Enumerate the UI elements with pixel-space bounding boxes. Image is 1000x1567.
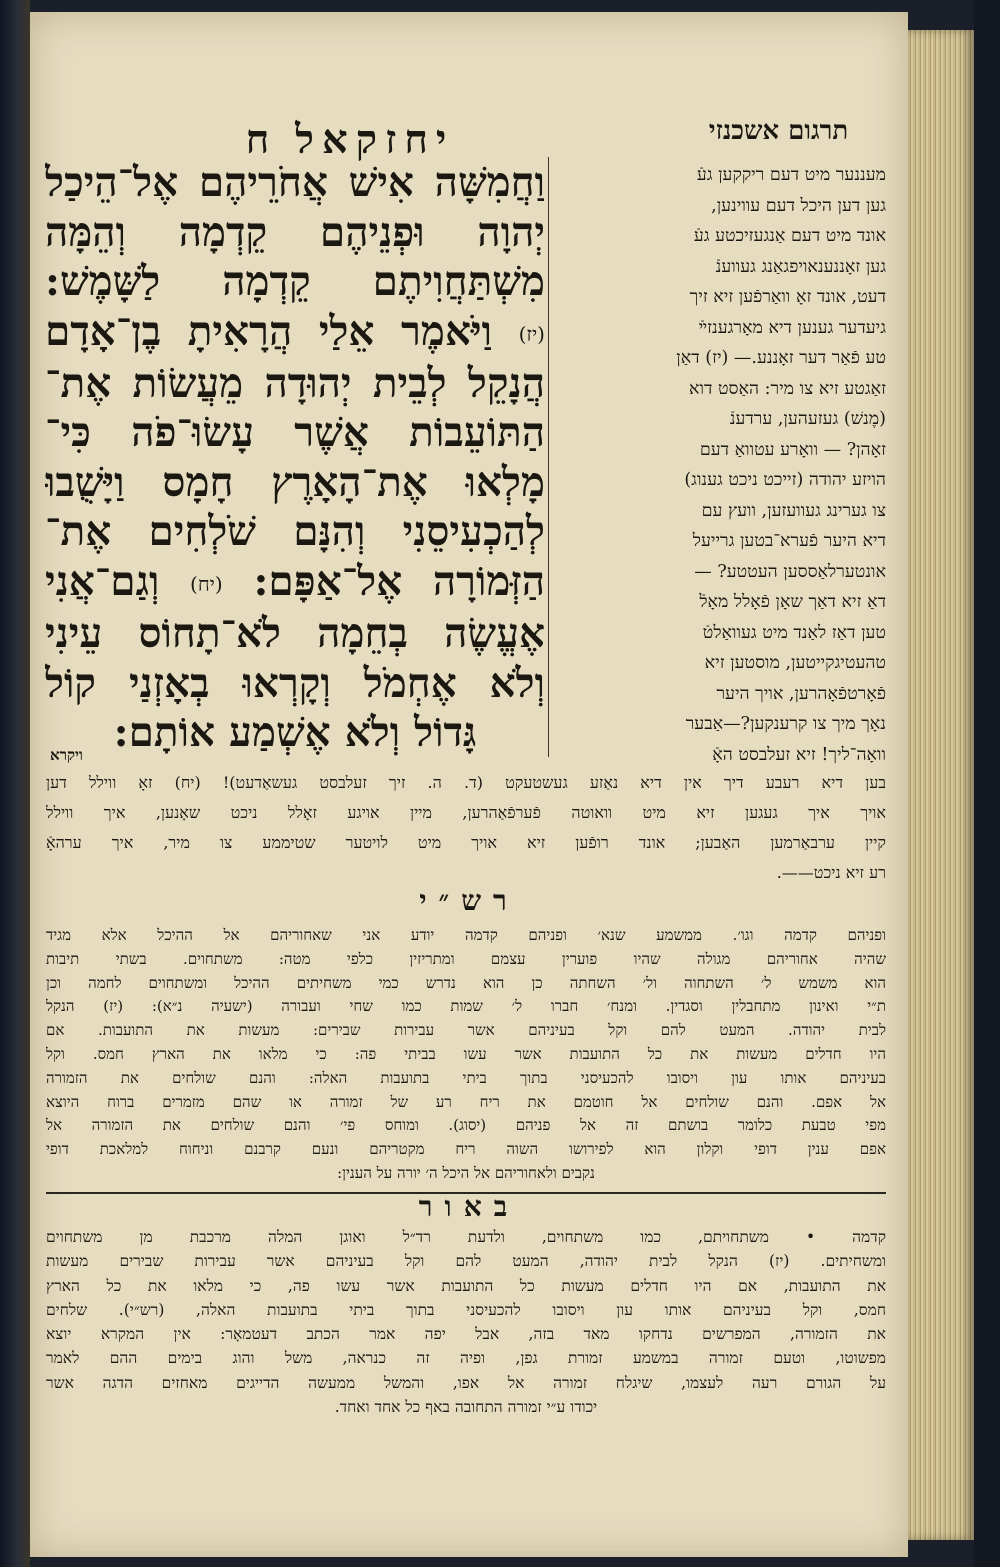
rashi-line: אל אפם. והנם שולחים אל חוטמם את ריח רע של זמורה או שהם מזמרים ברוח היוצא bbox=[46, 1092, 886, 1111]
biur-line: את התועבות, אם היו חדלים מעשות כל התועבות אשר עשו פה, כי מלאו את כל הארץ bbox=[46, 1276, 886, 1295]
continuation-line: רע זיא ניכט——. bbox=[776, 863, 886, 882]
verse-line: הַתּוֹעֵבוֹת אֲשֶׁר עָשׂוּ־פֹה כִּי־ bbox=[45, 408, 545, 457]
targum-line: (מֶנשׁ) געזעהען, ערדענֿ bbox=[729, 409, 886, 429]
targum-line: גען זאָננענאויפגאַנג געווענֿ bbox=[715, 256, 886, 277]
targum-line: זאַגטע זיא צו מיר: האַסט דוא bbox=[688, 378, 886, 399]
targum-line: טע פֿאַר דער זאָננע.— (יז) דאַן bbox=[676, 348, 886, 368]
chapter-number: ח bbox=[245, 116, 278, 163]
rashi-line: שהיה אחוריהם מגולה שהיו פוערין עצמם ומתריזין כלפי מטה: משתחוים. בשתי תיבות bbox=[46, 949, 886, 968]
targum-line: פֿאָרטפֿאָהרען, אויך היער bbox=[716, 683, 886, 704]
verse-line-text: וַיֹּאמֶר אֵלַי הֲרָאִיתָ בֶן־אָדָם bbox=[45, 306, 492, 355]
targum-line: אונד מיט דעם אַנגעזיכטע געֿ bbox=[693, 226, 886, 246]
rashi-line: היו חדלים מעשות את כל התועבות אשר עשו בביתי פה: כי מלאו את הארץ חמס. וקל bbox=[46, 1044, 886, 1063]
rashi-line: מפי טבעת כלומר בושתם זה אל פניהם (יסוג). ומוחס פי׳ והנם שולחים את הזמורה אל bbox=[46, 1116, 886, 1135]
verse-text bbox=[45, 158, 545, 758]
rashi-line: הוא משמש ל׳ השתחוה ול׳ השחתה כן הוא נדרש כמי משחיתים ההיכל ומשתחוים לחמה וכן bbox=[46, 973, 886, 992]
verse-line: וַחֲמִשָּׁה אִישׁ אֲחֹרֵיהֶם אֶל־הֵיכַל bbox=[45, 158, 545, 206]
targum-line: הויזע יהודה (זייכט ניכט גענוג) bbox=[684, 470, 886, 490]
verse-number: (יז) bbox=[518, 321, 545, 346]
biur-commentary bbox=[46, 1225, 886, 1419]
verse-line: אֶעֱשֶׂה בְחֵמָה לֹא־תָחוֹס עֵינִי bbox=[45, 609, 545, 657]
verse-line bbox=[45, 307, 545, 359]
biur-line: חמס, וקל בעיניהם אותו עון ויסובו להכעיסני בתוך ביתי בתועבות האלה, (רש״י). שלחים bbox=[46, 1300, 886, 1319]
rashi-line: בעיניהם אותו עון ויסובו להכעיסני בתוך ביתי בתועבות האלה: והנם שולחים את הזמורה bbox=[46, 1068, 886, 1087]
targum-line: אונטערלאַססען העטטע? — bbox=[694, 561, 886, 582]
continuation-line: קיין ערבאַרמען האַבען; אונד רופֿען זיא אויך מיט לויטער שטיממע צו מיר, איך ערהאָֿ bbox=[46, 833, 886, 852]
continuation-line: אויך איך געגען זיא מיט וואוטה פֿערפֿאַהרען, מיין אויגע זאָלל ניכט שאָנען, איך ווילל bbox=[46, 803, 886, 822]
rashi-title: רש״י bbox=[419, 884, 519, 917]
book-spine-left bbox=[0, 0, 30, 1567]
verse-line-text: הַזְּמוֹרָה אֶל־אַפָּם: bbox=[253, 556, 545, 605]
verse-line: מָלְאוּ אֶת־הָאָרֶץ חָמָס וַיָּשֻׁבוּ bbox=[45, 457, 545, 506]
targum-line: צו גערינג געוועזען, וועץ עם bbox=[701, 500, 886, 521]
targum-continuation bbox=[46, 768, 886, 888]
biur-line: יכודו ע״י זמורה התחובה באף כל אחד ואחד. bbox=[334, 1398, 598, 1417]
targum-line: דעט, אונד זאָ וואַרפֿען זיא זיך bbox=[689, 287, 886, 307]
verse-line: וְלֹא אֶחְמֹל וְקָרְאוּ בְאָזְנַי קוֹל bbox=[45, 658, 545, 707]
targum-line: וואָה־ליך! זיא זעלבסט האָֿ bbox=[712, 744, 886, 765]
targum-title: תרגום אשכנזי bbox=[708, 116, 849, 146]
rashi-line: אפם ענין דופי וקלון הוא לפירושו השוה ריח מקטריהם ונעם קרבנם וניחוח למלאכת דופי bbox=[46, 1140, 886, 1159]
targum-line: דיא היער פֿערא־בטען גרייעל bbox=[692, 531, 886, 551]
rashi-line: ת״י ואינון מתחבלין וסגדין. ומנח׳ חברו ל׳ שמות כמו שחי ועבורה (ישעיה נ״א): (יז) הנקל bbox=[46, 997, 886, 1016]
verse-line: יְהוָה וּפְנֵיהֶם קֵדְמָה וְהֵמָּה bbox=[45, 207, 545, 256]
book-title: יחזקאל bbox=[295, 116, 455, 163]
targum-line: טהעטיגקייטען, מוסטען זיא bbox=[704, 653, 886, 673]
biur-line: ומשחיתים. (יז) הנקל לבית יהודה, המעט להם וקל בעיניהם אשר עבירות שבירים מעשות bbox=[46, 1252, 886, 1271]
verse-line: לְהַכְעִיסֵנִי וְהִנָּם שֹׁלְחִים אֶת־ bbox=[45, 507, 545, 556]
rashi-line: ופניהם קדמה וגו׳. ממשמע שנא׳ ופניהם קדמה יודע אני שאחוריהם אל ההיכל אלא מגיד bbox=[46, 926, 886, 944]
targum-line: דאַ זיא דאַך שאָן פֿאָלל מאָלֿ bbox=[699, 592, 886, 612]
verse-line: מִשְׁתַּחֲוִיתֶם קֵדְמָה לַשָּׁמֶשׁ: bbox=[45, 257, 545, 305]
biur-line: קדמה • משתחויתם, כמו משתחוים, ולדעת רד״ל ואוגן המלה מרכבת מן משתחוים bbox=[46, 1228, 886, 1246]
rashi-line: לבית יהודה. המעט להם וקל בעיניהם אשר עבירות שבירים: מעשות את התועבות. אם bbox=[46, 1021, 886, 1040]
rashi-commentary bbox=[46, 924, 886, 1186]
targum-line: גיעדער גענען דיא מאָרגענזײֿ bbox=[698, 317, 886, 338]
book-page bbox=[30, 12, 908, 1557]
catchword: ויקרא bbox=[50, 746, 83, 764]
biur-line: מפשוטו, וטעם זמורה במשמע זמורת גפן, ופיה זה כנראה, משל והוג בימים ההם לאמר bbox=[46, 1349, 886, 1368]
targum-line: גען דען היכל דעם עווינען, bbox=[711, 195, 886, 216]
background-right bbox=[974, 0, 1000, 1567]
targum-column bbox=[671, 160, 886, 770]
biur-line: את הזמורה, המפרשים נדחקו מאד בזה, אבל יפה אמר הכתב דעטמאָר: אין המקרא יוצא bbox=[46, 1325, 886, 1344]
targum-line: זאָהן? — וואָרע עטוואַ דעם bbox=[699, 439, 886, 460]
page-edges bbox=[908, 30, 974, 1540]
targum-line: טען דאַז לאַנד מיט געוואַלטֿ bbox=[702, 622, 886, 643]
continuation-line: בען דיא רעבע דיך אין דיא נאַזע געשטעקט (ד. ה. זיך זעלבסט געשאַדעט)! (יח) זאָ ווילל דען bbox=[46, 773, 886, 792]
column-divider bbox=[548, 157, 549, 757]
biur-line: על הגורם רעה לעצמו, שיגלח זמורה אל אפו, והמשל ממעשה הדייגים מאחזים הדגה אשר bbox=[46, 1373, 886, 1392]
verse-line: גָּדוֹל וְלֹא אֶשְׁמַע אוֹתָם: bbox=[113, 708, 477, 756]
biur-title: באור bbox=[418, 1190, 520, 1223]
verse-line: הֲנָקֵל לְבֵית יְהוּדָה מֵעֲשׂוֹת אֶת־ bbox=[45, 358, 545, 407]
running-head bbox=[70, 116, 630, 163]
verse-number: (יח) bbox=[190, 571, 223, 596]
verse-line-tail: וְגַם־אֲנִי bbox=[45, 556, 160, 605]
targum-line: נאָך מיך צו קרענקען?—אַבער bbox=[685, 714, 886, 734]
rashi-line: נקבים ולאחוריהם אל היכל ה׳ יורה על הענין: bbox=[337, 1163, 595, 1182]
verse-line bbox=[45, 557, 545, 609]
targum-line: מעננער מיט דעם ריקקען געֿ bbox=[696, 165, 886, 185]
